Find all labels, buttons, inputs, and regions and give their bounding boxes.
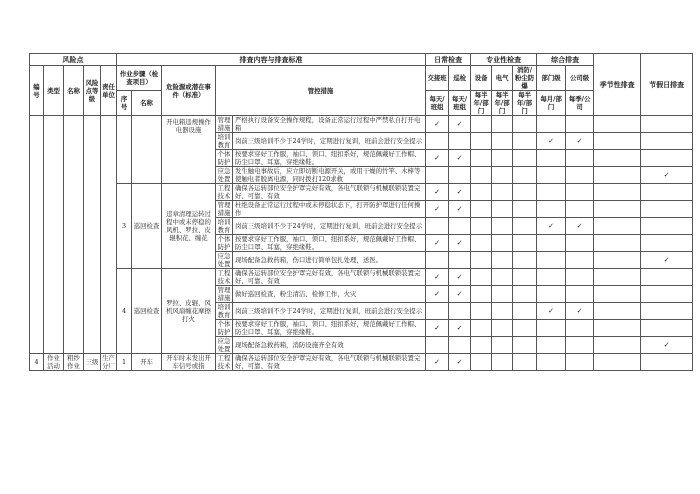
check-cell — [537, 167, 566, 184]
header-no: 编号 — [30, 66, 44, 116]
check-cell — [492, 320, 513, 337]
check-cell — [641, 354, 693, 371]
header-patrol: 巡检 — [449, 66, 471, 91]
check-cell — [492, 354, 513, 371]
header-company: 公司级 — [566, 66, 594, 91]
check-cell: ✓ — [449, 320, 471, 337]
check-cell: ✓ — [426, 286, 449, 303]
cell-step-name: 巡回检查 — [132, 184, 162, 269]
check-cell — [566, 354, 594, 371]
check-cell — [471, 252, 492, 269]
check-cell — [641, 116, 693, 133]
check-cell — [471, 218, 492, 235]
table-row — [30, 184, 693, 201]
header-shift: 交接班 — [426, 66, 449, 91]
check-cell: ✓ — [566, 218, 594, 235]
check-cell — [513, 252, 537, 269]
cell-step-no: 4 — [117, 269, 132, 354]
cell-measure: 按要求穿好工作服，袖口、领口、纽扣系好，规范佩戴好工作帽、防尘口罩、耳塞，穿绝缘鞋。 — [233, 320, 426, 337]
check-cell: ✓ — [566, 133, 594, 150]
check-cell: ✓ — [449, 116, 471, 133]
freq-shift: 每天/班组 — [426, 91, 449, 116]
check-cell: ✓ — [426, 235, 449, 252]
check-cell — [513, 354, 537, 371]
header-daily-check: 日常检查 — [426, 54, 471, 66]
check-cell — [566, 116, 594, 133]
cell-measure-type: 工程技术 — [216, 269, 233, 286]
check-cell — [492, 269, 513, 286]
check-cell — [449, 133, 471, 150]
check-cell — [641, 150, 693, 167]
check-cell: ✓ — [641, 252, 693, 269]
check-cell — [566, 286, 594, 303]
check-cell — [449, 337, 471, 354]
cell-measure: 岗前三级培训不少于24学时，定期进行复训，班前会进行安全提示 — [233, 303, 426, 320]
check-cell — [426, 337, 449, 354]
check-cell — [641, 286, 693, 303]
cell-measure-type: 培训教育 — [216, 303, 233, 320]
check-cell — [513, 235, 537, 252]
cell-measure: 按要求穿好工作服，袖口、领口、纽扣系好，规范佩戴好工作帽、防尘口罩、耳塞，穿绝缘鞋。 — [233, 150, 426, 167]
check-cell — [594, 337, 641, 354]
check-cell — [449, 303, 471, 320]
check-cell — [537, 320, 566, 337]
freq-equipment: 每半年/部门 — [471, 91, 492, 116]
check-cell: ✓ — [641, 337, 693, 354]
cell-hazard: 罗拉、皮辊、风机风扇缠花摩擦打火 — [162, 269, 216, 354]
check-cell — [641, 303, 693, 320]
cell-measure-type: 应急处置 — [216, 337, 233, 354]
cell-step-no: 1 — [117, 354, 132, 371]
header-level: 风险点等级 — [84, 66, 101, 116]
check-cell — [449, 167, 471, 184]
check-cell — [513, 320, 537, 337]
check-cell — [513, 218, 537, 235]
check-cell — [492, 252, 513, 269]
check-cell: ✓ — [641, 167, 693, 184]
freq-company: 每季/公司 — [566, 91, 594, 116]
cell-unit — [101, 116, 117, 354]
check-cell: ✓ — [426, 116, 449, 133]
cell-step-no: 3 — [117, 184, 132, 269]
check-cell — [513, 286, 537, 303]
check-cell — [641, 235, 693, 252]
check-cell — [641, 269, 693, 286]
cell-measure: 现场配备急救药箱，消防设施齐全有效 — [233, 337, 426, 354]
check-cell — [513, 150, 537, 167]
cell-measure: 现场配备急救药箱，伤口进行简单包扎处理，送医。 — [233, 252, 426, 269]
header-equipment: 设备 — [471, 66, 492, 91]
check-cell — [641, 201, 693, 218]
check-cell — [537, 150, 566, 167]
header-seasonal-check — [594, 54, 641, 116]
check-cell — [426, 252, 449, 269]
check-cell — [594, 252, 641, 269]
check-cell: ✓ — [449, 269, 471, 286]
check-cell — [513, 337, 537, 354]
header-holiday-check — [641, 54, 693, 116]
cell-measure-type: 工程技术 — [216, 184, 233, 201]
check-cell — [594, 218, 641, 235]
check-cell — [471, 303, 492, 320]
check-cell — [566, 269, 594, 286]
cell-measure: 确保各运转部位安全护罩完好有效，各电气联锁与机械联锁装置完好、可靠、有效 — [233, 269, 426, 286]
check-cell: ✓ — [449, 150, 471, 167]
check-cell — [594, 116, 641, 133]
check-cell — [537, 286, 566, 303]
header-electric: 电气 — [492, 66, 513, 91]
check-cell — [471, 184, 492, 201]
check-cell — [492, 337, 513, 354]
check-cell — [426, 133, 449, 150]
cell-level — [84, 116, 101, 354]
check-cell — [594, 303, 641, 320]
check-cell — [426, 303, 449, 320]
check-cell — [471, 133, 492, 150]
check-cell — [492, 184, 513, 201]
check-cell — [641, 133, 693, 150]
header-type: 类型 — [44, 66, 64, 116]
cell-measure-type: 培训教育 — [216, 218, 233, 235]
check-cell — [471, 337, 492, 354]
cell-unit: 生产分厂 — [102, 354, 115, 370]
check-cell — [594, 184, 641, 201]
check-cell — [594, 269, 641, 286]
check-cell — [426, 167, 449, 184]
check-cell — [566, 150, 594, 167]
freq-fire: 每半年/部门 — [513, 91, 537, 116]
check-cell — [566, 320, 594, 337]
check-cell — [471, 116, 492, 133]
check-cell — [471, 235, 492, 252]
risk-check-table-container — [29, 53, 685, 371]
cell-type: 作业活动 — [44, 354, 64, 371]
check-cell — [449, 252, 471, 269]
cell-type — [44, 116, 64, 354]
header-seasonal-label: 季节性排查 — [599, 79, 635, 89]
check-cell — [471, 354, 492, 371]
check-cell: ✓ — [537, 218, 566, 235]
cell-no: 4 — [30, 354, 44, 371]
check-cell — [537, 201, 566, 218]
check-cell — [492, 116, 513, 133]
cell-measure: 做好巡回检查，粉尘清洁、检修工作，火灾 — [233, 286, 426, 303]
table-row — [30, 116, 693, 133]
check-cell — [492, 133, 513, 150]
check-cell — [566, 201, 594, 218]
cell-hazard: 开电箱违规操作电器设施 — [162, 116, 216, 184]
cell-measure-type: 个体防护 — [216, 150, 233, 167]
cell-measure-type: 培训教育 — [216, 133, 233, 150]
check-cell — [566, 235, 594, 252]
check-cell — [594, 133, 641, 150]
check-cell — [513, 184, 537, 201]
check-cell — [566, 252, 594, 269]
check-cell — [471, 269, 492, 286]
header-step-name: 名称 — [132, 91, 162, 116]
cell-no — [30, 116, 44, 354]
check-cell — [513, 269, 537, 286]
cell-measure: 岗前三级培训不少于24学时，定期进行复训，班前会进行安全提示 — [233, 218, 426, 235]
check-cell — [537, 252, 566, 269]
header-name: 名称 — [64, 66, 84, 116]
check-cell: ✓ — [537, 133, 566, 150]
check-cell — [471, 320, 492, 337]
cell-measure: 确保各运转部位安全护罩完好有效，各电气联锁与机械联锁装置完好、可靠、有效 — [233, 354, 426, 371]
check-cell — [537, 337, 566, 354]
cell-measure-type: 管理措施 — [216, 201, 233, 218]
check-cell — [594, 167, 641, 184]
check-cell — [566, 184, 594, 201]
check-cell — [492, 201, 513, 218]
cell-hazard: 开车时未发出开车信号或指 — [162, 354, 216, 371]
check-cell — [492, 167, 513, 184]
check-cell — [594, 150, 641, 167]
check-cell — [492, 286, 513, 303]
check-cell: ✓ — [449, 354, 471, 371]
header-professional-check: 专业性检查 — [471, 54, 537, 66]
cell-measure: 确保各运转部位安全护罩完好有效，各电气联锁与机械联锁装置完好、可靠、有效 — [233, 184, 426, 201]
check-cell — [492, 150, 513, 167]
cell-measure-type: 工程技术 — [216, 354, 233, 371]
check-cell — [513, 133, 537, 150]
cell-step-name — [132, 116, 162, 184]
check-cell — [594, 320, 641, 337]
check-cell — [537, 116, 566, 133]
check-cell: ✓ — [426, 354, 449, 371]
header-measure: 管控措施 — [216, 66, 426, 116]
check-cell — [537, 269, 566, 286]
cell-measure: 严格执行设备安全操作规程，设备正常运行过程中严禁私自打开电箱 — [233, 116, 426, 133]
check-cell — [492, 235, 513, 252]
check-cell: ✓ — [449, 201, 471, 218]
check-cell — [449, 218, 471, 235]
cell-measure-type: 管理措施 — [216, 286, 233, 303]
cell-measure: 岗前三级培训不少于24学时，定期进行复训，班前会进行安全提示 — [233, 133, 426, 150]
check-cell — [594, 286, 641, 303]
header-unit: 责任单位 — [101, 66, 117, 116]
cell-measure-type: 管理措施 — [216, 116, 233, 133]
check-cell: ✓ — [449, 184, 471, 201]
risk-check-table — [29, 53, 693, 371]
header-step-no: 序号 — [117, 91, 132, 116]
cell-name: 粗纱作业 — [64, 354, 84, 371]
check-cell: ✓ — [426, 201, 449, 218]
check-cell: ✓ — [426, 269, 449, 286]
header-check-content: 排查内容与排查标准 — [117, 54, 426, 66]
freq-dept: 每月/部门 — [537, 91, 566, 116]
check-cell — [594, 235, 641, 252]
check-cell — [641, 184, 693, 201]
freq-electric: 每半年/部门 — [492, 91, 513, 116]
check-cell — [594, 201, 641, 218]
header-comprehensive-check: 综合排查 — [537, 54, 594, 66]
check-cell: ✓ — [426, 184, 449, 201]
check-cell — [513, 303, 537, 320]
check-cell — [537, 235, 566, 252]
check-cell — [513, 201, 537, 218]
check-cell: ✓ — [566, 303, 594, 320]
cell-level: 三级 — [84, 354, 101, 371]
cell-measure-type: 应急处置 — [216, 252, 233, 269]
header-step: 作业步骤（检查项目） — [117, 66, 162, 91]
check-cell — [471, 201, 492, 218]
check-cell — [537, 184, 566, 201]
cell-measure-type: 个体防护 — [216, 235, 233, 252]
cell-step-name: 巡回检查 — [132, 269, 162, 354]
header-dept: 部门级 — [537, 66, 566, 91]
header-holiday-label: 节假日排查 — [649, 79, 685, 89]
check-cell — [471, 167, 492, 184]
check-cell — [426, 218, 449, 235]
cell-name — [64, 116, 84, 354]
cell-step-no — [117, 116, 132, 184]
check-cell — [471, 286, 492, 303]
cell-step-name: 开车 — [132, 354, 162, 371]
cell-measure: 按要求穿好工作服，袖口、领口、纽扣系好，规范佩戴好工作帽、防尘口罩、耳塞，穿绝缘鞋。 — [233, 235, 426, 252]
cell-measure-type: 个体防护 — [216, 320, 233, 337]
check-cell — [566, 167, 594, 184]
check-cell: ✓ — [449, 286, 471, 303]
cell-measure: 杜绝设备正常运行过程中或未停稳状态下，打开防护罩进行任何操作 — [233, 201, 426, 218]
header-hazard: 危险源或潜在事件（标准） — [162, 66, 216, 116]
check-cell: ✓ — [537, 303, 566, 320]
check-cell — [492, 218, 513, 235]
table-row — [30, 269, 693, 286]
check-cell — [537, 354, 566, 371]
header-risk-point: 风险点 — [30, 54, 117, 66]
table-row — [30, 354, 693, 371]
cell-hazard: 违章清理运转过程中或未停稳的风机、罗拉、皮辊积花、缠花 — [162, 184, 216, 269]
check-cell: ✓ — [426, 150, 449, 167]
freq-patrol: 每天/班组 — [449, 91, 471, 116]
check-cell — [513, 116, 537, 133]
check-cell — [471, 150, 492, 167]
check-cell: ✓ — [449, 235, 471, 252]
check-cell — [641, 218, 693, 235]
check-cell — [641, 320, 693, 337]
cell-measure-type: 应急处置 — [216, 167, 233, 184]
check-cell: ✓ — [426, 320, 449, 337]
check-cell — [566, 337, 594, 354]
check-cell — [594, 354, 641, 371]
header-fire: 消防/粉尘防爆 — [513, 66, 537, 91]
check-cell — [513, 167, 537, 184]
cell-measure: 发生触电事故后，应立即切断电源开关，或用干燥的竹竿、木棒等使触电者脱离电源，同时拨打120求救 — [233, 167, 426, 184]
check-cell — [492, 303, 513, 320]
